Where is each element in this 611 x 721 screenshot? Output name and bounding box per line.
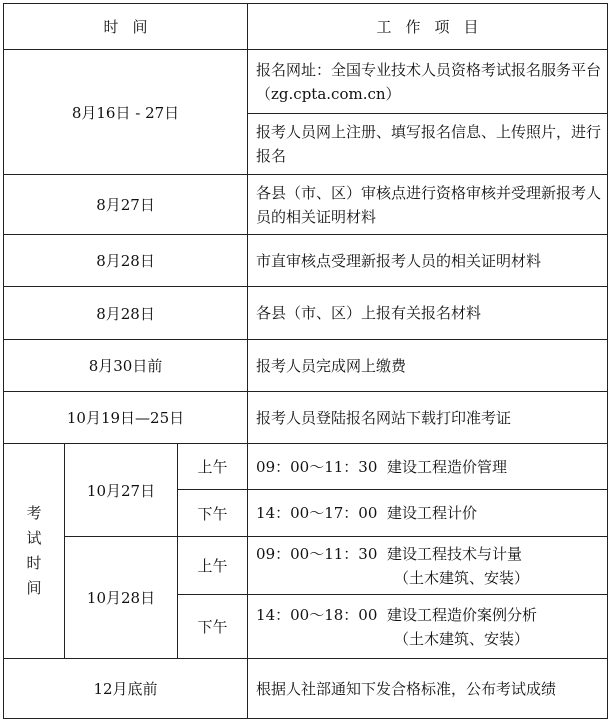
row-item: 报考人员登陆报名网站下载打印准考证 (248, 392, 608, 444)
table-row (4, 175, 608, 235)
exam-period: 下午 (178, 595, 248, 659)
header-items: 工作项目 (248, 4, 608, 50)
row-item: 市直审核点受理新报考人员的相关证明材料 (248, 235, 608, 287)
exam-session-subject: 建设工程造价案例分析 (386, 605, 537, 624)
row-item: 根据人社部通知下发合格标准，公布考试成绩 (248, 659, 608, 719)
table-row (4, 287, 608, 340)
exam-session-subject: 建设工程计价 (386, 504, 477, 522)
exam-row (4, 444, 608, 490)
exam-row (4, 537, 608, 595)
exam-label-char: 间 (26, 579, 42, 597)
exam-date: 10月28日 (65, 537, 178, 659)
table-row (4, 50, 608, 114)
exam-session-subject: 建设工程造价管理 (386, 457, 507, 476)
table-row (4, 659, 608, 719)
exam-label-char: 时 (26, 554, 42, 572)
exam-session-time: 14：00～17：00 (256, 504, 378, 522)
table-row (4, 340, 608, 392)
row-item: 各县（市、区）审核点进行资格审核并受理新报考人员的相关证明材料 (248, 175, 608, 235)
exam-period: 上午 (178, 444, 248, 490)
table-row (4, 392, 608, 444)
row-time: 10月19日—25日 (4, 392, 248, 444)
row-item: 报名网址：全国专业技术人员资格考试报名服务平台（zg.cpta.com.cn） (248, 50, 608, 114)
exam-session (248, 490, 608, 537)
exam-label-char: 试 (26, 529, 42, 547)
row-item: 报考人员完成网上缴费 (248, 340, 608, 392)
exam-session-note: （土木建筑、安装） (394, 568, 530, 587)
exam-session (248, 444, 608, 490)
row-time: 12月底前 (4, 659, 248, 719)
exam-date: 10月27日 (65, 444, 178, 537)
exam-session-time: 09：00～11：30 (256, 544, 378, 563)
row-item: 各县（市、区）上报有关报名材料 (248, 287, 608, 340)
header-row (4, 4, 608, 50)
table-row (4, 235, 608, 287)
exam-period: 上午 (178, 537, 248, 595)
exam-session-subject: 建设工程技术与计量 (386, 544, 522, 563)
row-time: 8月28日 (4, 235, 248, 287)
header-time: 时间 (4, 4, 248, 50)
row-time: 8月30日前 (4, 340, 248, 392)
row-time: 8月28日 (4, 287, 248, 340)
row-time: 8月16日 - 27日 (4, 50, 248, 175)
row-time: 8月27日 (4, 175, 248, 235)
exam-session-note: （土木建筑、安装） (394, 629, 530, 648)
row-item: 报考人员网上注册、填写报名信息、上传照片，进行报名 (248, 114, 608, 175)
exam-session-time: 14：00～18：00 (256, 605, 378, 624)
exam-session-time: 09：00～11：30 (256, 457, 378, 476)
exam-session (248, 537, 608, 595)
exam-time-label (4, 444, 65, 659)
exam-label-char: 考 (26, 504, 42, 522)
exam-period: 下午 (178, 490, 248, 537)
exam-session (248, 595, 608, 659)
exam-schedule-table (3, 3, 608, 719)
